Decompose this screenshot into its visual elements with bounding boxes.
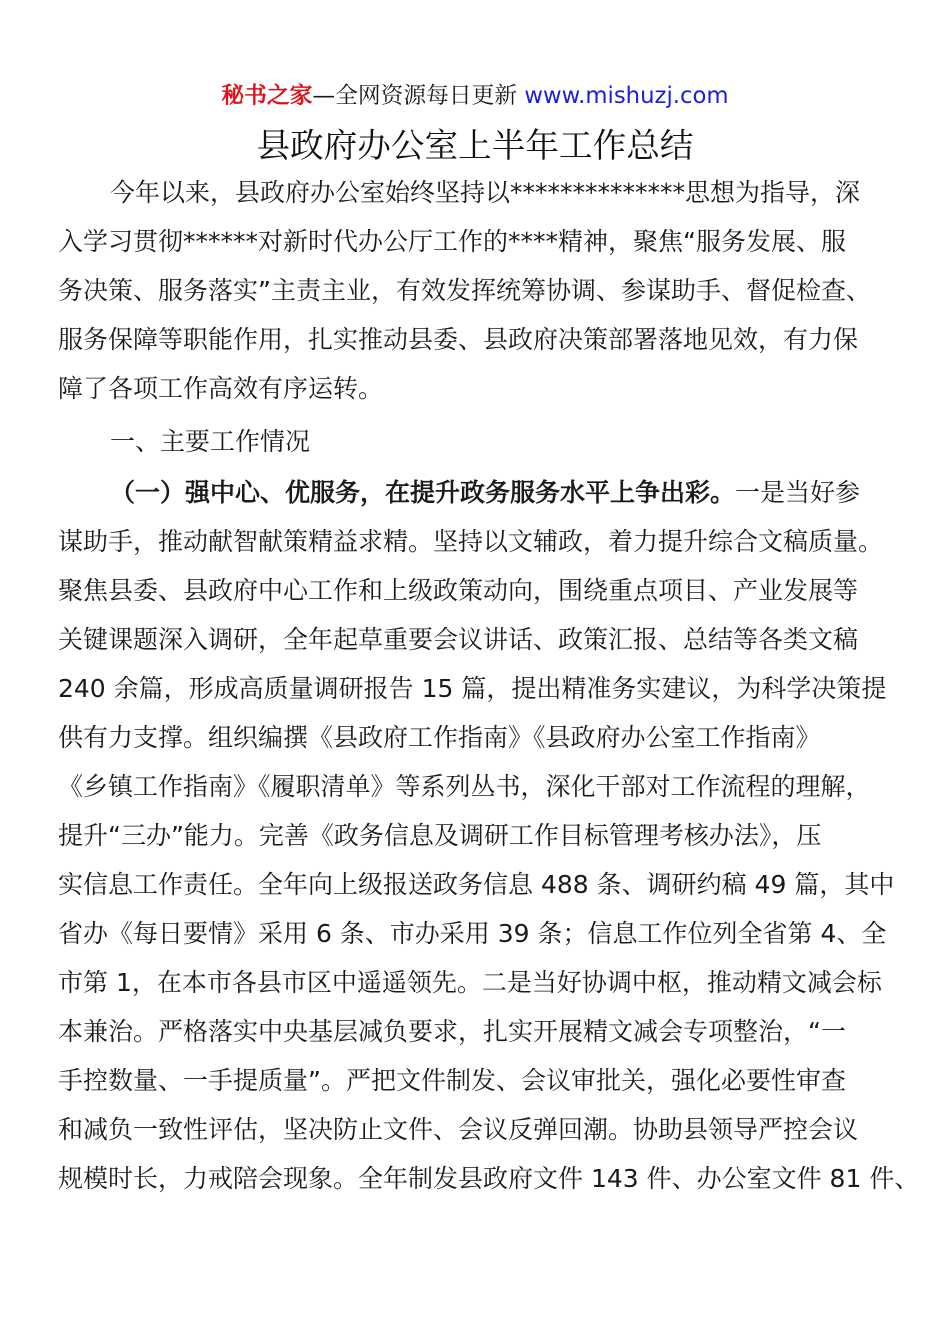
paragraph-text: 一是当好参 <box>735 478 861 507</box>
section-heading: 一、主要工作情况 <box>110 427 311 456</box>
site-url-link[interactable]: www.mishuzj.com <box>524 83 729 109</box>
header-tagline: —全网资源每日更新 <box>312 83 525 109</box>
paragraph-line: 今年以来，县政府办公室始终坚持以**************思想为指导，深 <box>110 178 861 207</box>
paragraph-line: 务决策、服务落实”主责主业，有效发挥统筹协调、参谋助手、督促检查、 <box>58 276 871 305</box>
paragraph-line: 聚焦县委、县政府中心工作和上级政策动向，围绕重点项目、产业发展等 <box>58 576 859 605</box>
site-header <box>0 80 950 112</box>
paragraph-line: 《乡镇工作指南》《履职清单》等系列丛书，深化干部对工作流程的理解， <box>58 772 871 801</box>
paragraph-line: 提升“三办”能力。完善《政务信息及调研工作目标管理考核办法》，压 <box>58 821 822 850</box>
paragraph-line: 240 余篇，形成高质量调研报告 15 篇，提出精准务实建议，为科学决策提 <box>58 674 887 703</box>
paragraph-line: 入学习贯彻******对新时代办公厅工作的****精神，聚焦“服务发展、服 <box>58 227 846 256</box>
paragraph-line: 谋助手，推动献智献策精益求精。坚持以文辅政，着力提升综合文稿质量。 <box>58 527 884 556</box>
paragraph-line: 和减负一致性评估，坚决防止文件、会议反弹回潮。协助县领导严控会议 <box>58 1115 859 1144</box>
paragraph-line: 本兼治。严格落实中央基层减负要求，扎实开展精文减会专项整治，“一 <box>58 1017 846 1046</box>
document-title: 县政府办公室上半年工作总结 <box>256 126 694 165</box>
subsection-heading: （一）强中心、优服务，在提升政务服务水平上争出彩。 <box>110 478 736 507</box>
paragraph-line: 规模时长，力戒陪会现象。全年制发县政府文件 143 件、办公室文件 81 件、 <box>58 1164 920 1193</box>
subsection-first-line <box>110 476 860 510</box>
brand-name: 秘书之家 <box>221 83 313 109</box>
paragraph-line: 市第 1，在本市各县市区中遥遥领先。二是当好协调中枢，推动精文减会标 <box>58 968 882 997</box>
paragraph-line: 手控数量、一手提质量”。严把文件制发、会议审批关，强化必要性审查 <box>58 1066 846 1095</box>
paragraph-line: 障了各项工作高效有序运转。 <box>58 374 384 403</box>
paragraph-line: 关键课题深入调研，全年起草重要会议讲话、政策汇报、总结等各类文稿 <box>58 625 859 654</box>
paragraph-line: 实信息工作责任。全年向上级报送政务信息 488 条、调研约稿 49 篇，其中 <box>58 870 895 899</box>
paragraph-line: 供有力支撑。组织编撰《县政府工作指南》《县政府办公室工作指南》 <box>58 723 821 752</box>
paragraph-line: 服务保障等职能作用，扎实推动县委、县政府决策部署落地见效，有力保 <box>58 325 859 354</box>
paragraph-line: 省办《每日要情》采用 6 条、市办采用 39 条；信息工作位列全省第 4、全 <box>58 919 887 948</box>
